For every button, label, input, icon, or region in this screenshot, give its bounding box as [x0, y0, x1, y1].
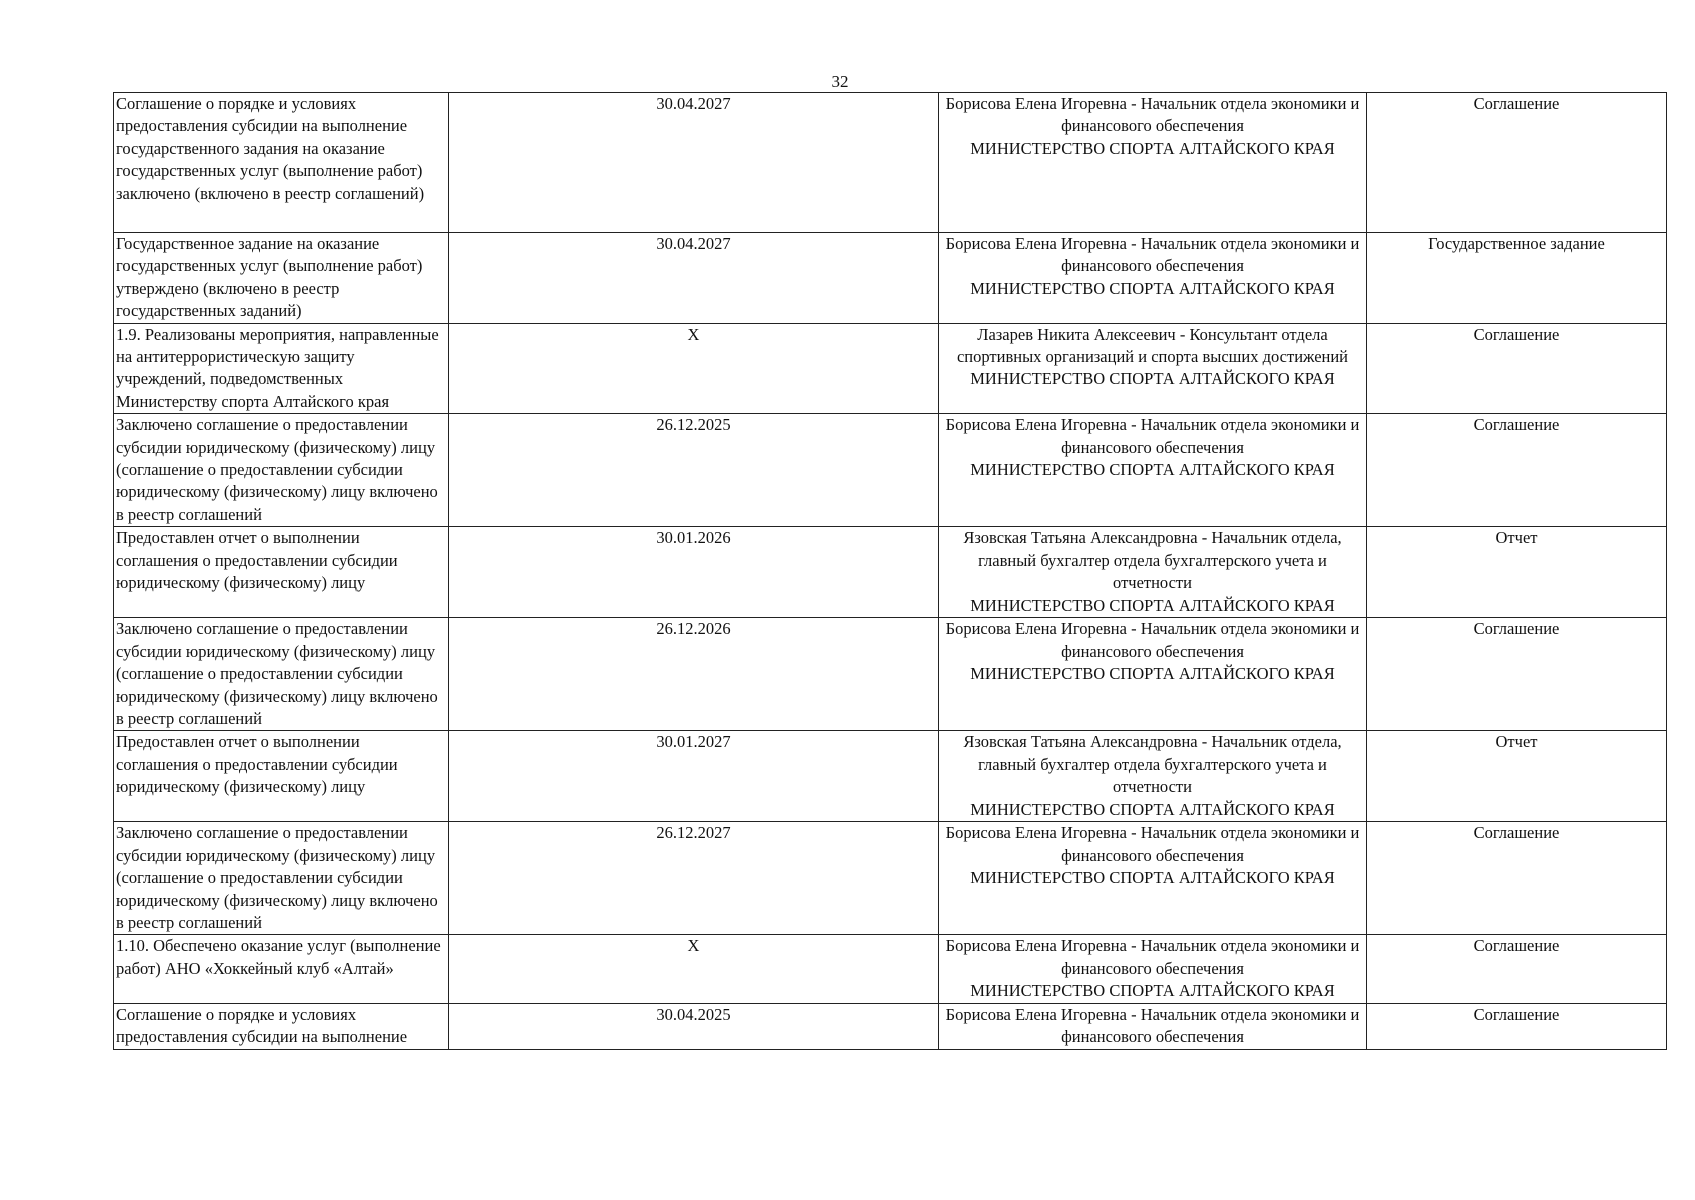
responsible-person: Лазарев Никита Алексеевич - Консультант отдела спортивных организаций и спорта высших достижений	[956, 324, 1349, 367]
responsible-person: Борисова Елена Игоревна - Начальник отдела экономики и финансового обеспечения	[945, 1004, 1360, 1046]
document-type: Отчет	[1367, 731, 1667, 822]
deadline-date: 30.04.2027	[449, 93, 939, 233]
deadline-date: 26.12.2026	[449, 618, 939, 731]
event-description: Предоставлен отчет о выполнении соглашения о предоставлении субсидии юридическому (физическому) лицу	[114, 527, 449, 618]
responsible-cell	[939, 1003, 1367, 1049]
table-row	[114, 731, 1667, 822]
event-description: Заключено соглашение о предоставлении субсидии юридическому (физическому) лицу (соглашение о предоставлении субсидии юридическому (физическому) лицу включено в реестр соглашений	[114, 822, 449, 935]
responsible-person: Борисова Елена Игоревна - Начальник отдела экономики и финансового обеспечения	[945, 823, 1360, 865]
responsible-organization: МИНИСТЕРСТВО СПОРТА АЛТАЙСКОГО КРАЯ	[970, 799, 1335, 819]
event-description: Соглашение о порядке и условиях предоставления субсидии на выполнение	[114, 1003, 449, 1049]
event-description: Заключено соглашение о предоставлении субсидии юридическому (физическому) лицу (соглашение о предоставлении субсидии юридическому (физическому) лицу включено в реестр соглашений	[114, 414, 449, 527]
responsible-person: Борисова Елена Игоревна - Начальник отдела экономики и финансового обеспечения	[945, 936, 1360, 978]
responsible-cell	[939, 618, 1367, 731]
page-number: 32	[831, 72, 849, 91]
responsible-cell	[939, 935, 1367, 1003]
event-description: Государственное задание на оказание государственных услуг (выполнение работ) утверждено (включено в реестр государственных заданий)	[114, 233, 449, 324]
deadline-date: 26.12.2025	[449, 414, 939, 527]
document-type: Соглашение	[1367, 822, 1667, 935]
deadline-date: X	[449, 323, 939, 414]
plan-table	[113, 92, 1667, 1050]
table-row	[114, 414, 1667, 527]
responsible-cell	[939, 323, 1367, 414]
responsible-organization: МИНИСТЕРСТВО СПОРТА АЛТАЙСКОГО КРАЯ	[970, 981, 1335, 1001]
event-description: 1.9. Реализованы мероприятия, направленные на антитеррористическую защиту учреждений, подведомственных Министерству спорта Алтайского края	[114, 323, 449, 414]
responsible-cell	[939, 527, 1367, 618]
table-row	[114, 1003, 1667, 1049]
event-description: 1.10. Обеспечено оказание услуг (выполнение работ) АНО «Хоккейный клуб «Алтай»	[114, 935, 449, 1003]
responsible-organization: МИНИСТЕРСТВО СПОРТА АЛТАЙСКОГО КРАЯ	[970, 595, 1335, 615]
responsible-cell	[939, 414, 1367, 527]
document-type: Соглашение	[1367, 935, 1667, 1003]
responsible-organization: МИНИСТЕРСТВО СПОРТА АЛТАЙСКОГО КРАЯ	[970, 369, 1335, 389]
responsible-person: Язовская Татьяна Александровна - Начальник отдела, главный бухгалтер отдела бухгалтерского учета и отчетности	[963, 528, 1342, 593]
responsible-person: Язовская Татьяна Александровна - Начальник отдела, главный бухгалтер отдела бухгалтерского учета и отчетности	[963, 732, 1342, 797]
responsible-organization: МИНИСТЕРСТВО СПОРТА АЛТАЙСКОГО КРАЯ	[970, 138, 1335, 158]
responsible-cell	[939, 233, 1367, 324]
table-row	[114, 93, 1667, 233]
table-row	[114, 527, 1667, 618]
deadline-date: X	[449, 935, 939, 1003]
deadline-date: 26.12.2027	[449, 822, 939, 935]
event-description: Соглашение о порядке и условиях предоставления субсидии на выполнение государственного задания на оказание государственных услуг (выполнение работ) заключено (включено в реестр соглашений)	[114, 93, 449, 233]
document-type: Соглашение	[1367, 93, 1667, 233]
responsible-person: Борисова Елена Игоревна - Начальник отдела экономики и финансового обеспечения	[945, 94, 1360, 136]
document-type: Соглашение	[1367, 1003, 1667, 1049]
responsible-organization: МИНИСТЕРСТВО СПОРТА АЛТАЙСКОГО КРАЯ	[970, 664, 1335, 684]
responsible-cell	[939, 93, 1367, 233]
responsible-organization: МИНИСТЕРСТВО СПОРТА АЛТАЙСКОГО КРАЯ	[970, 460, 1335, 480]
responsible-organization: МИНИСТЕРСТВО СПОРТА АЛТАЙСКОГО КРАЯ	[970, 868, 1335, 888]
document-type: Соглашение	[1367, 323, 1667, 414]
responsible-organization: МИНИСТЕРСТВО СПОРТА АЛТАЙСКОГО КРАЯ	[970, 278, 1335, 298]
document-type: Соглашение	[1367, 414, 1667, 527]
document-type: Соглашение	[1367, 618, 1667, 731]
event-description: Заключено соглашение о предоставлении субсидии юридическому (физическому) лицу (соглашение о предоставлении субсидии юридическому (физическому) лицу включено в реестр соглашений	[114, 618, 449, 731]
table-row	[114, 935, 1667, 1003]
deadline-date: 30.01.2026	[449, 527, 939, 618]
deadline-date: 30.04.2027	[449, 233, 939, 324]
table-row	[114, 323, 1667, 414]
event-description: Предоставлен отчет о выполнении соглашения о предоставлении субсидии юридическому (физическому) лицу	[114, 731, 449, 822]
table-row	[114, 233, 1667, 324]
responsible-person: Борисова Елена Игоревна - Начальник отдела экономики и финансового обеспечения	[945, 234, 1360, 276]
document-type: Государственное задание	[1367, 233, 1667, 324]
responsible-cell	[939, 822, 1367, 935]
table-row	[114, 822, 1667, 935]
document-type: Отчет	[1367, 527, 1667, 618]
responsible-person: Борисова Елена Игоревна - Начальник отдела экономики и финансового обеспечения	[945, 619, 1360, 661]
responsible-cell	[939, 731, 1367, 822]
table-row	[114, 618, 1667, 731]
responsible-person: Борисова Елена Игоревна - Начальник отдела экономики и финансового обеспечения	[945, 415, 1360, 457]
deadline-date: 30.01.2027	[449, 731, 939, 822]
deadline-date: 30.04.2025	[449, 1003, 939, 1049]
